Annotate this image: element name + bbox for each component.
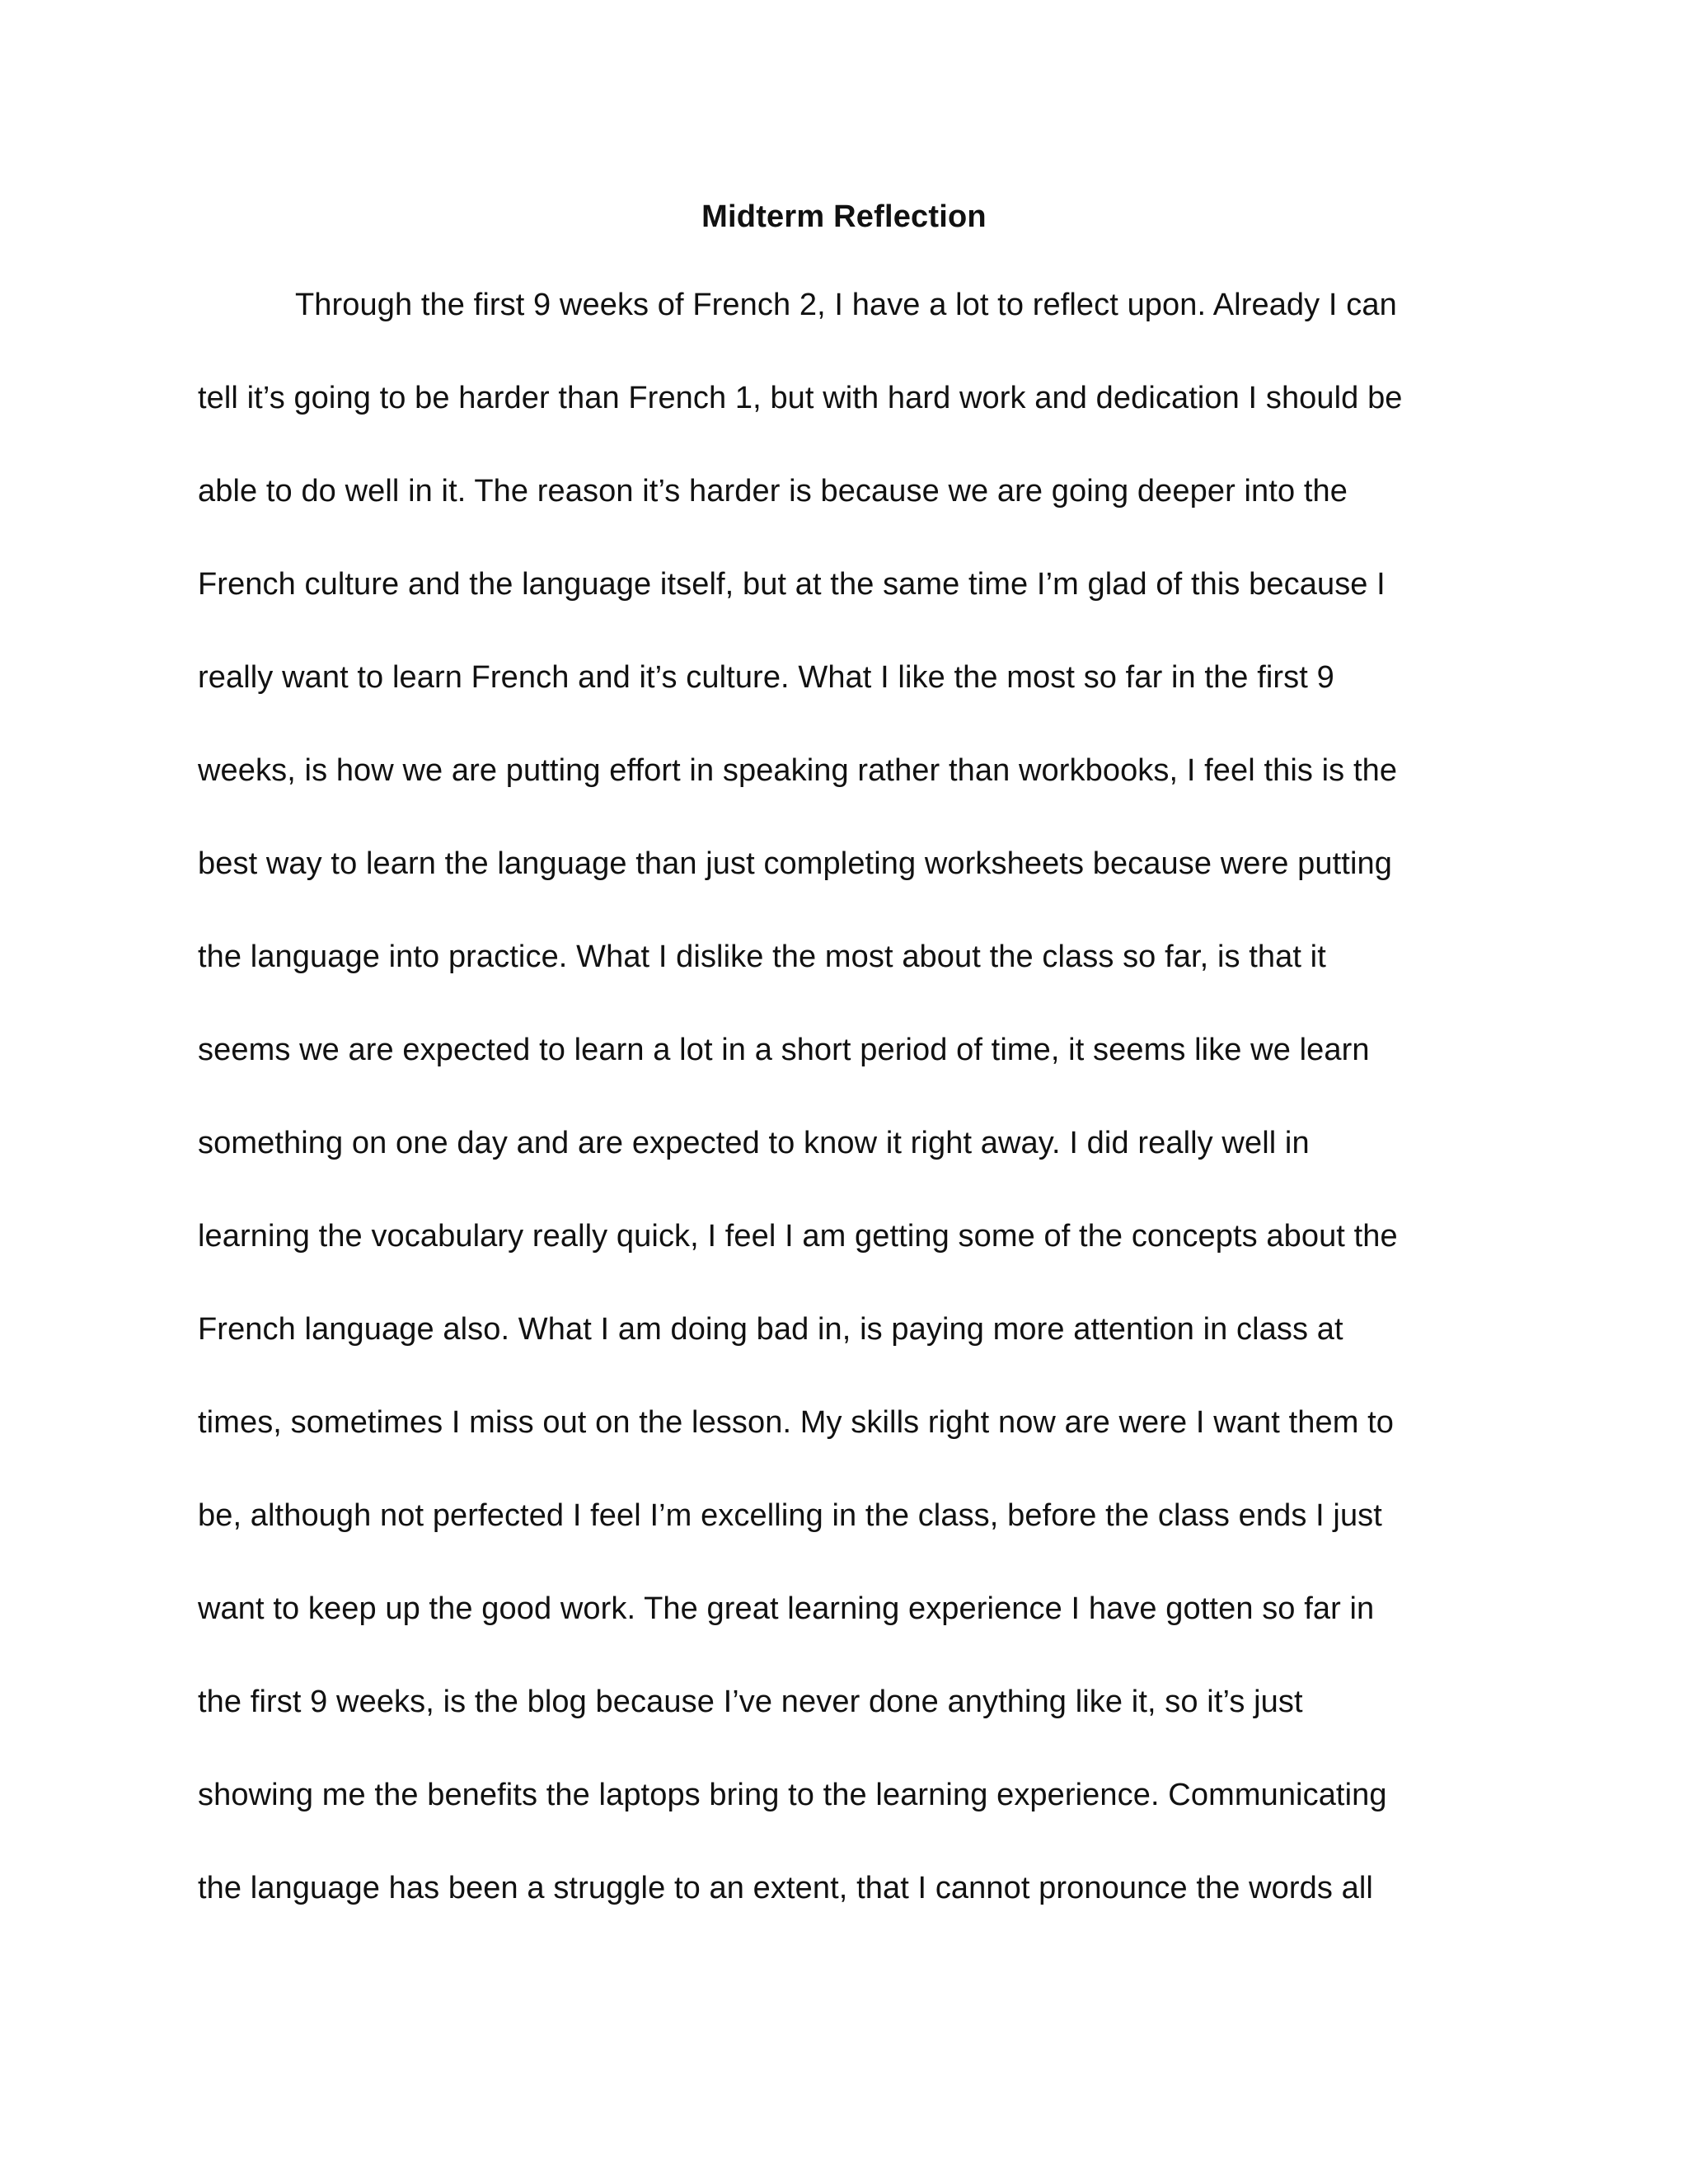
paragraph-line: times, sometimes I miss out on the lesson. My skills right now are were I want them to xyxy=(198,1405,1395,1440)
paragraph-line: best way to learn the language than just completing worksheets because were putting xyxy=(198,846,1392,881)
paragraph-line: French language also. What I am doing bad in, is paying more attention in class at xyxy=(198,1312,1343,1347)
paragraph-line: seems we are expected to learn a lot in a short period of time, it seems like we learn xyxy=(198,1033,1370,1067)
paragraph-line: tell it’s going to be harder than French 1, but with hard work and dedication I should be xyxy=(198,381,1403,415)
paragraph-line: learning the vocabulary really quick, I feel I am getting some of the concepts about the xyxy=(198,1219,1398,1254)
paragraph-line: really want to learn French and it’s culture. What I like the most so far in the first 9 xyxy=(198,660,1334,695)
paragraph-line: want to keep up the good work. The great learning experience I have gotten so far in xyxy=(198,1591,1375,1626)
paragraph-line: Through the first 9 weeks of French 2, I have a lot to reflect upon. Already I can xyxy=(295,288,1397,322)
paragraph-line: the first 9 weeks, is the blog because I’ve never done anything like it, so it’s just xyxy=(198,1685,1303,1719)
paragraph-line: showing me the benefits the laptops bring to the learning experience. Communicating xyxy=(198,1778,1387,1812)
paragraph-line: able to do well in it. The reason it’s harder is because we are going deeper into the xyxy=(198,474,1348,509)
paragraph-line: weeks, is how we are putting effort in speaking rather than workbooks, I feel this is the xyxy=(198,753,1398,788)
document-title: Midterm Reflection xyxy=(701,199,987,234)
paragraph-line: be, although not perfected I feel I’m excelling in the class, before the class ends I just xyxy=(198,1498,1382,1533)
paragraph-line: the language has been a struggle to an extent, that I cannot pronounce the words all xyxy=(198,1871,1373,1905)
paragraph-line: something on one day and are expected to know it right away. I did really well in xyxy=(198,1126,1310,1160)
paragraph-line: the language into practice. What I dislike the most about the class so far, is that it xyxy=(198,940,1326,974)
paragraph-line: French culture and the language itself, but at the same time I’m glad of this because I xyxy=(198,567,1386,602)
